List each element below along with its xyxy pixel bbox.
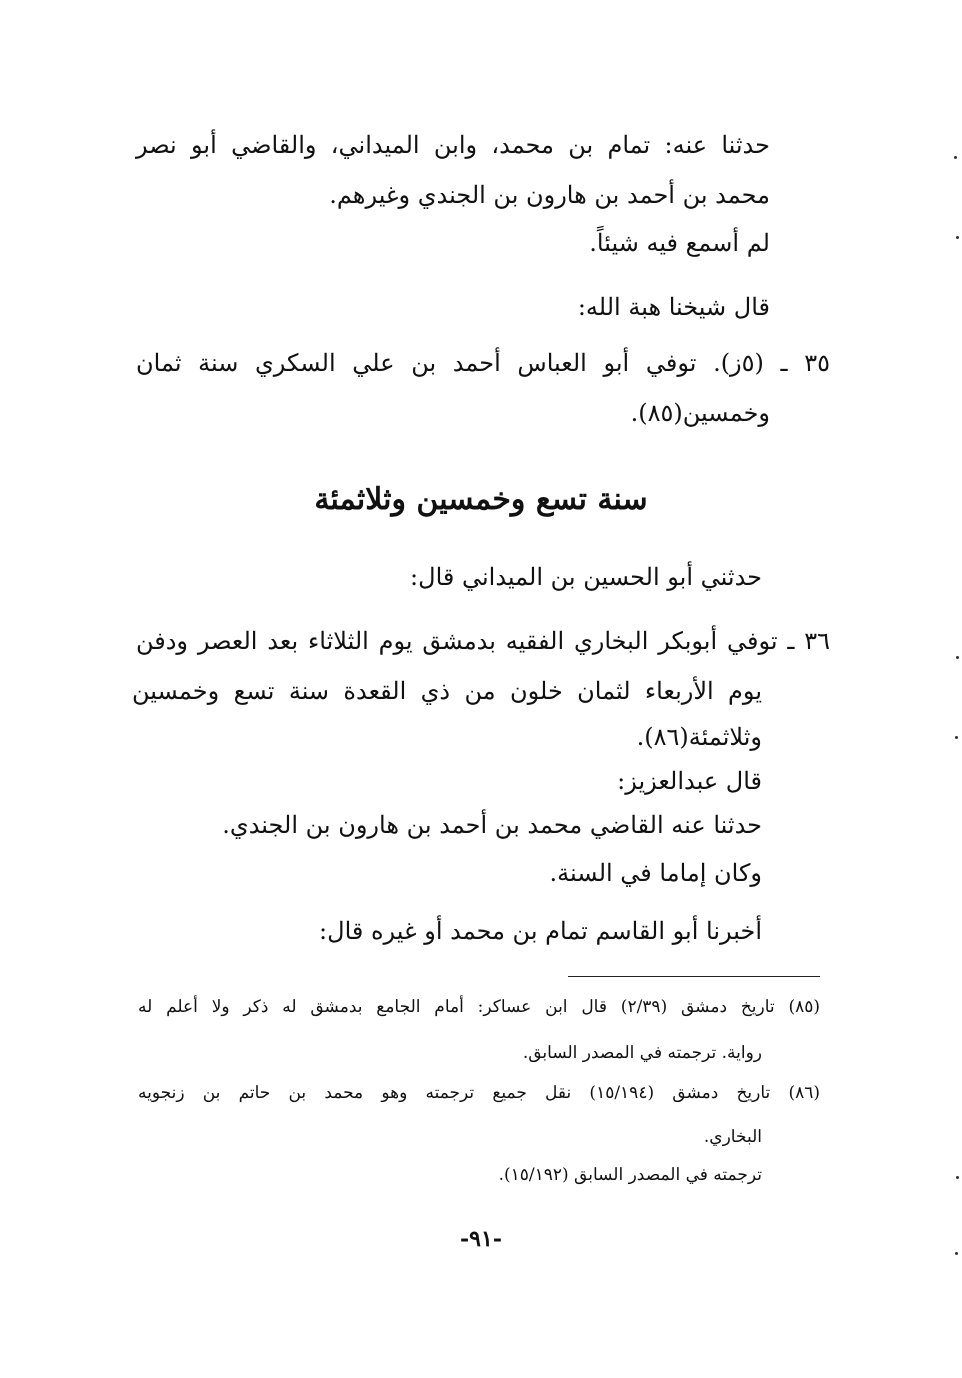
section-heading: سنة تسع وخمسين وثلاثمئة (314, 482, 648, 517)
footnote-86: (٨٦) تاريخ دمشق (١٥/١٩٤) نقل جميع ترجمته وهو محمد بن حاتم بن زنجويه (138, 1083, 821, 1103)
text-line: محمد بن أحمد بن هارون بن الجندي وغيرهم. (329, 181, 770, 209)
entry-35-line: ٣٥ ـ (٥ز). توفي أبو العباس أحمد بن علي السكري سنة ثمان (136, 349, 831, 377)
text-line: وكان إماما في السنة. (549, 859, 762, 887)
page-number: -٩١- (460, 1226, 502, 1252)
text-line: حدثنا عنه: تمام بن محمد، وابن الميداني، والقاضي أبو نصر (136, 131, 770, 159)
footnote-separator (568, 976, 820, 977)
text-line: أخبرنا أبو القاسم تمام بن محمد أو غيره قال: (319, 917, 762, 945)
scan-speck (955, 736, 958, 739)
text-line: حدثني أبو الحسين بن الميداني قال: (410, 563, 762, 591)
entry-35-line: وخمسين(٨٥). (630, 399, 770, 427)
footnote-86-cont: ترجمته في المصدر السابق (١٥/١٩٢). (498, 1165, 762, 1185)
entry-36-line: ٣٦ ـ توفي أبوبكر البخاري الفقيه بدمشق يوم الثلاثاء بعد العصر ودفن (136, 627, 830, 655)
scan-speck (956, 656, 959, 659)
entry-36-line: وثلاثمئة(٨٦). (636, 723, 762, 751)
scan-speck (954, 156, 957, 159)
scan-speck (956, 236, 959, 239)
scan-speck (956, 1176, 959, 1179)
entry-36-line: يوم الأربعاء لثمان خلون من ذي القعدة سنة تسع وخمسين (132, 677, 762, 705)
scan-speck (955, 1252, 958, 1255)
text-line: قال عبدالعزيز: (617, 767, 762, 795)
text-line: حدثنا عنه القاضي محمد بن أحمد بن هارون بن الجندي. (222, 811, 762, 839)
text-line: لم أسمع فيه شيئاً. (589, 229, 770, 257)
text-line: قال شيخنا هبة الله: (577, 293, 770, 321)
footnote-86-cont: البخاري. (703, 1127, 762, 1147)
footnote-85: (٨٥) تاريخ دمشق (٢/٣٩) قال ابن عساكر: أمام الجامع بدمشق له ذكر ولا أعلم له (138, 997, 820, 1017)
footnote-85-cont: رواية. ترجمته في المصدر السابق. (522, 1043, 762, 1063)
